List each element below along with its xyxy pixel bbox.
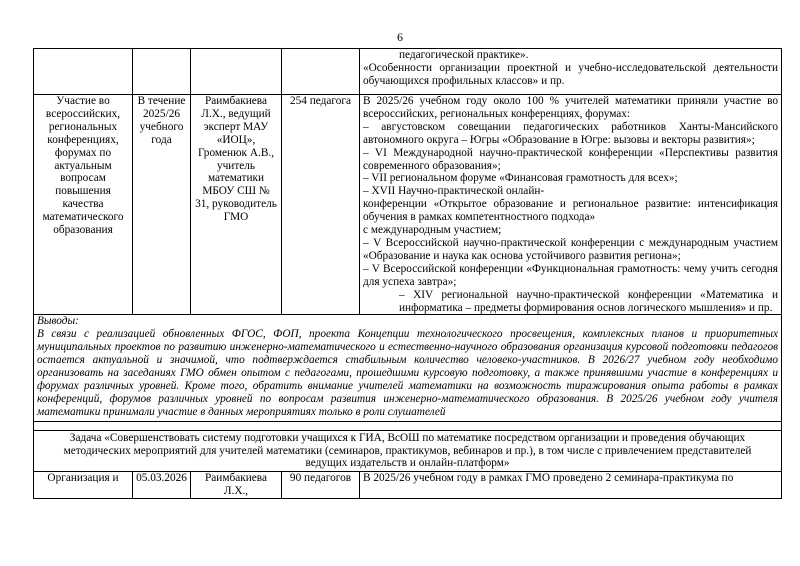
result-line: – VII региональном форуме «Финансовая грамотность для всех»; bbox=[363, 172, 678, 185]
cell-date: 05.03.2026 bbox=[133, 472, 191, 499]
result-line: – XIV региональной научно-практической конференции «Математика и информатика – предметы формирования основ логического мышления» и пр. bbox=[399, 288, 778, 314]
result-line: – XVII Научно-практической онлайн- bbox=[363, 185, 545, 198]
result-line: с международным участием; bbox=[363, 224, 502, 237]
table-row-task bbox=[34, 430, 782, 472]
result-line: В 2025/26 учебном году около 100 % учителей математики приняли участие во всероссийских, региональных конференциях, форумах: bbox=[363, 95, 778, 120]
result-line: «Особенности организации проектной и учебно-исследовательской деятельности обучающихся профильных классов» и пр. bbox=[363, 61, 778, 87]
cell-result: В 2025/26 учебном году в рамках ГМО проведено 2 семинара-практикума по bbox=[360, 472, 782, 499]
cell-empty bbox=[282, 49, 360, 95]
cell-task: Задача «Совершенствовать систему подготовки учащихся к ГИА, ВсОШ по математике посредством организации и проведения обучающих методических мероприятий для учителей математики (семинаров, практикумов, вебинаров и пр.), в том числе с привлечением представителей ведущих издательств и онлайн-платформ» bbox=[34, 430, 782, 472]
result-line: – августовском совещании педагогических работников Ханты-Мансийского автономного округа – Югры «Образование в Югре: вызовы и векторы развития»; bbox=[363, 120, 778, 146]
table-row-conclusions bbox=[34, 315, 782, 421]
cell-empty bbox=[34, 49, 133, 95]
report-table bbox=[33, 48, 782, 499]
table-row-spacer bbox=[34, 421, 782, 430]
table-row-participation bbox=[34, 95, 782, 315]
cell-count: 254 педагога bbox=[282, 95, 360, 315]
cell-conclusions bbox=[34, 315, 782, 421]
result-line: – V Всероссийской научно-практической конференции с международным участием «Образование и наука как основа устойчивого развития региона»; bbox=[363, 236, 778, 262]
cell-activity: Участие во всероссийских, региональных конференциях, форумах по актуальным вопросам повышения качества математического образования bbox=[34, 95, 133, 315]
table-row-bottom bbox=[34, 472, 782, 499]
result-line: – V Всероссийской конференции «Функциональная грамотность: чему учить сегодня для успеха завтра»; bbox=[363, 262, 778, 288]
cell-result bbox=[360, 95, 782, 315]
page-number: 6 bbox=[397, 30, 403, 44]
table-row-continued bbox=[34, 49, 782, 95]
cell-empty bbox=[191, 49, 282, 95]
result-line: педагогической практике». bbox=[399, 49, 529, 61]
result-line: конференции «Открытое образование и региональное развитие: интенсификация обучения в рамках компетентностного подхода» bbox=[363, 198, 778, 224]
cell-responsible: Раимбакиева Л.Х., bbox=[191, 472, 282, 499]
cell-count: 90 педагогов bbox=[282, 472, 360, 499]
cell-responsible: Раимбакиева Л.Х., ведущий эксперт МАУ «ИОЦ», Громенюк А.В., учитель математики МБОУ СШ № 31, руководитель ГМО bbox=[191, 95, 282, 315]
cell-term: В течение 2025/26 учебного года bbox=[133, 95, 191, 315]
cell-result-continued bbox=[360, 49, 782, 95]
cell-activity: Организация и bbox=[34, 472, 133, 499]
conclusions-text: В связи с реализацией обновленных ФГОС, ФОП, проекта Концепции технологического просвещения, комплексных планов и приоритетных муниципальных проектов по развитию инженерно-математического и естественно-научного образования организация курсовой подготовки педагогов остается актуальной и значимой, что подтверждается стабильным количество человеко-участников. В 2026/27 учебном году необходимо организовать на заседаниях ГМО обмен опытом с педагогами, прошедшими курсовую подготовку, а также принявшими участие в конференциях и форумах различных уровней. Кроме того, обратить внимание учителей математики на возможность тиражирования опыта работы в рамках конференций, форумов различных уровней по вопросам развития инженерно-математического образования. В 2025/26 учебном году учителя математики принимали участие в данных мероприятиях только в роли слушателей bbox=[37, 328, 778, 418]
conclusions-title: Выводы: bbox=[37, 315, 79, 328]
cell-empty bbox=[133, 49, 191, 95]
cell-empty bbox=[34, 421, 782, 430]
result-line: – VI Международной научно-практической конференции «Перспективы развития современного образования»; bbox=[363, 146, 778, 172]
